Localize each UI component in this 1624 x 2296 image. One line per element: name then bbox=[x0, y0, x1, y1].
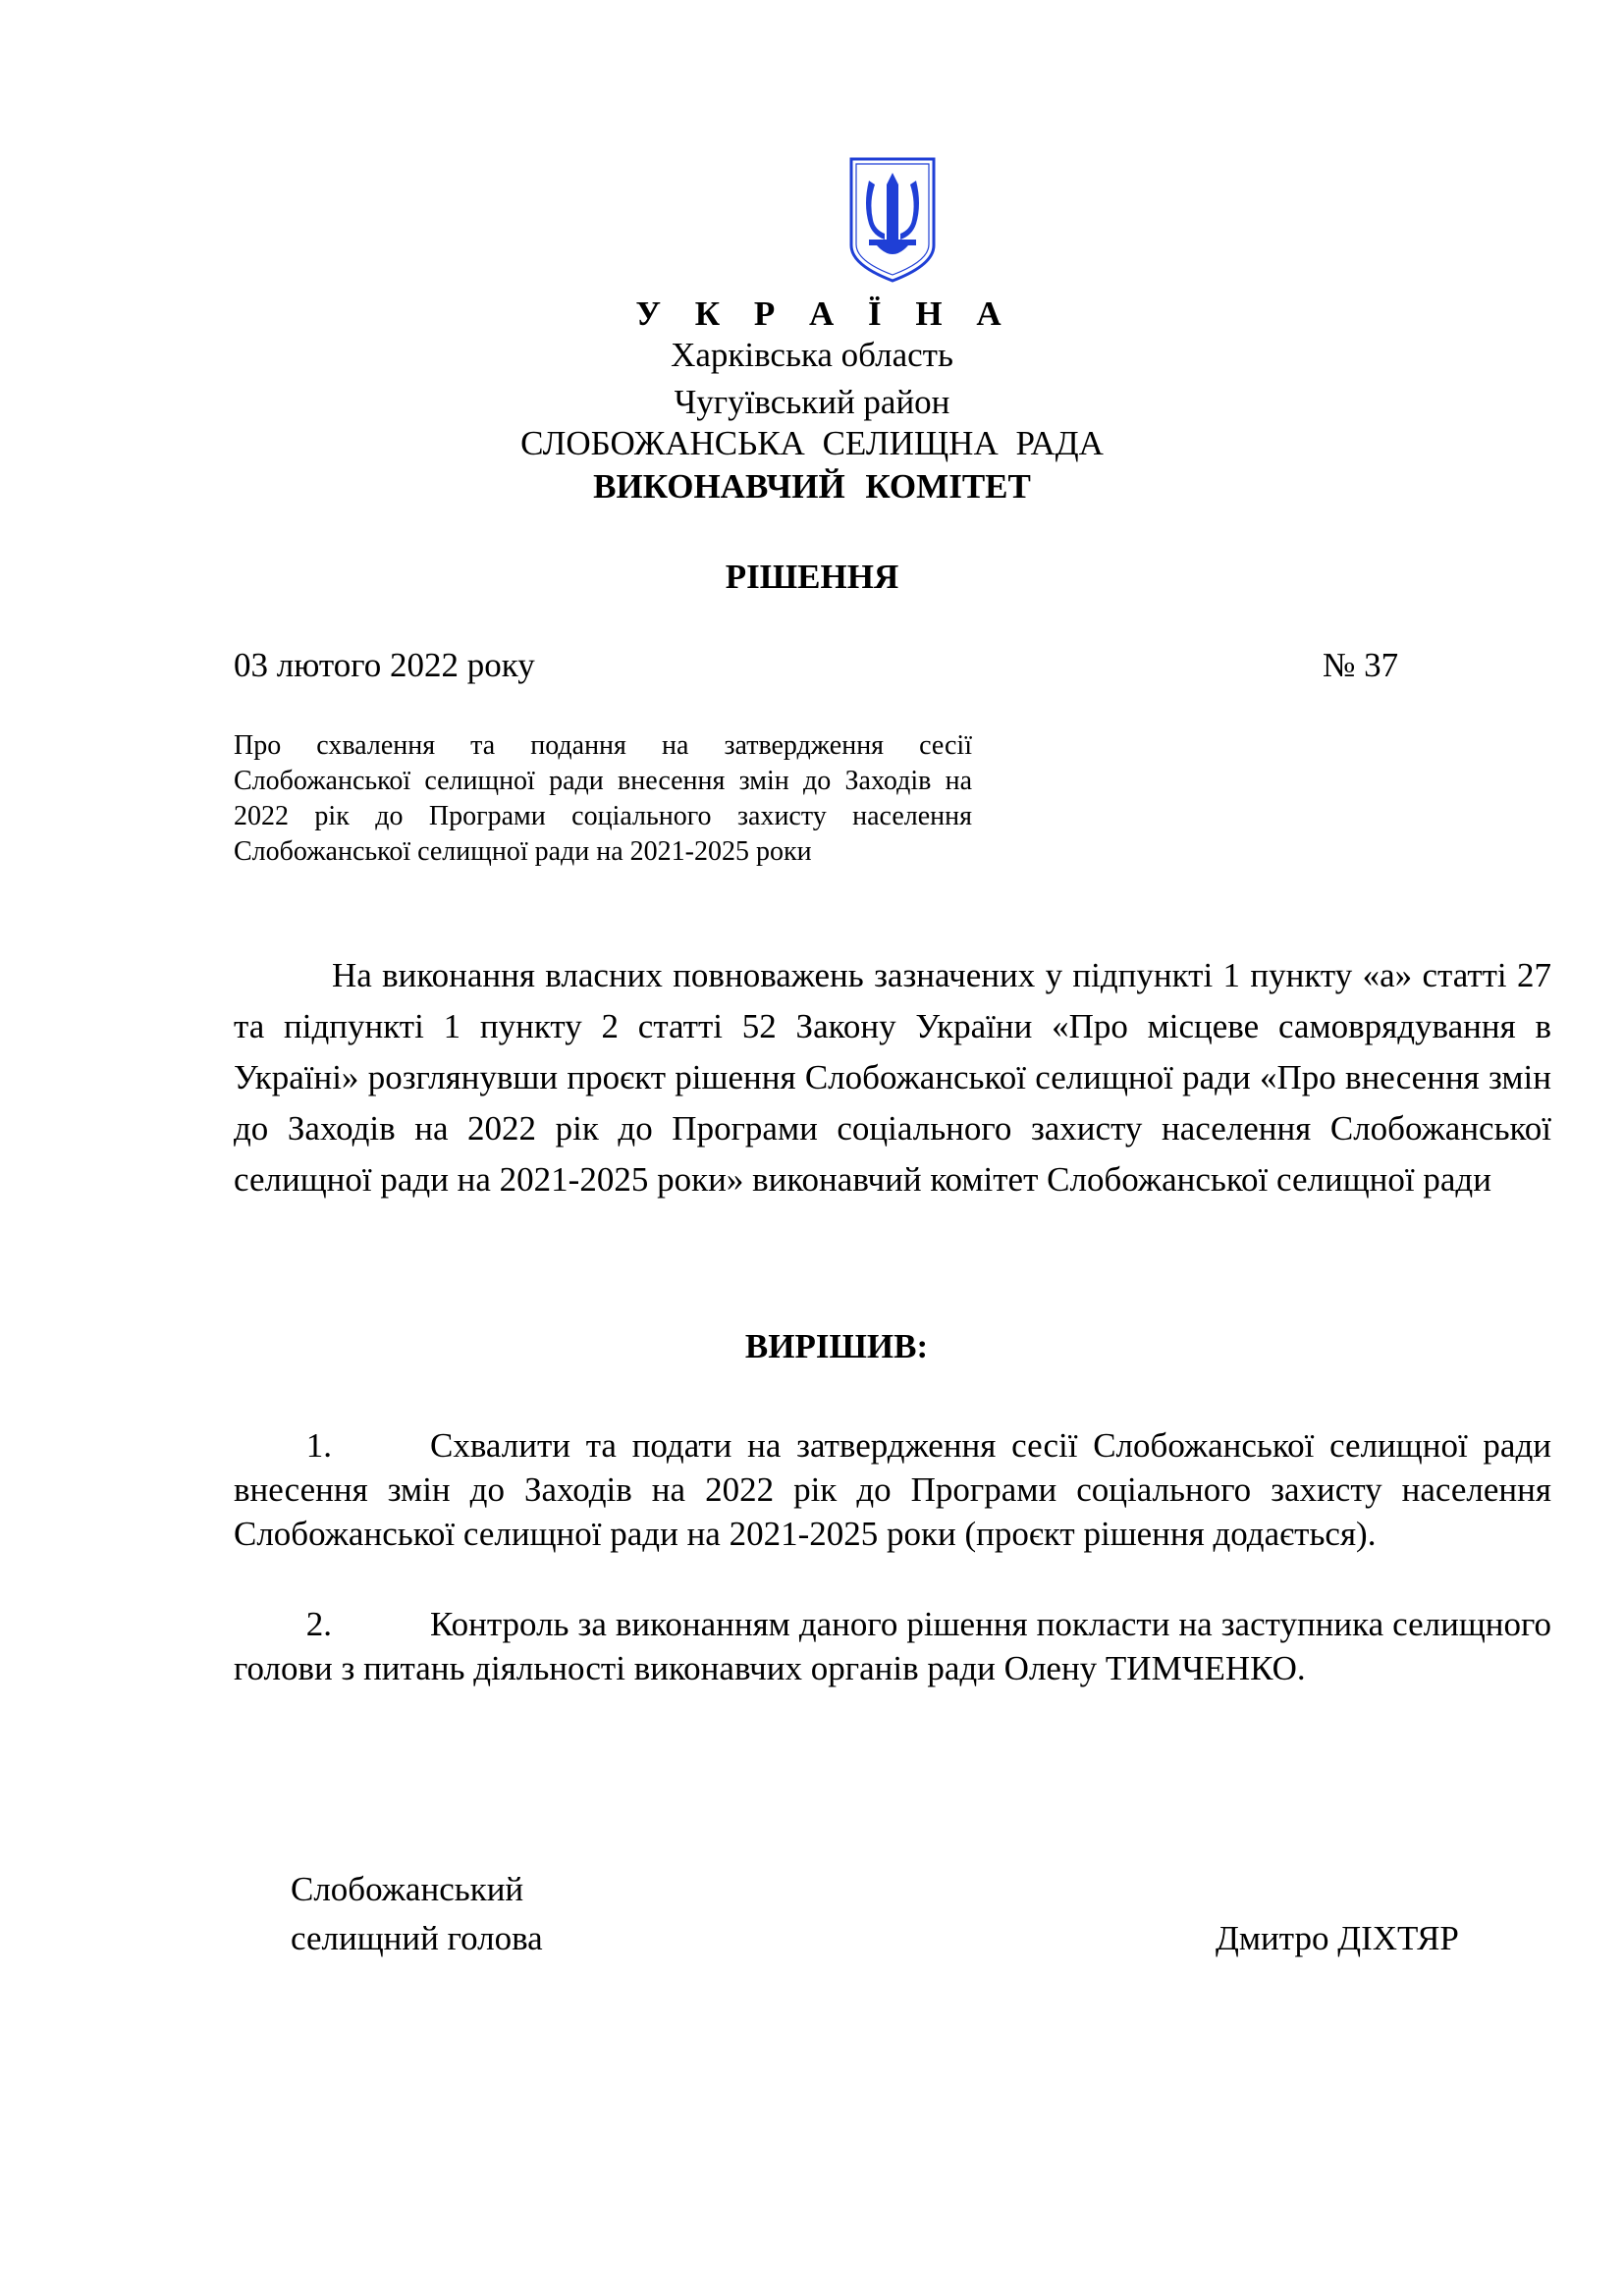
signer-title-line: селищний голова bbox=[291, 1919, 543, 1957]
country-name: У К Р А Ї Н А bbox=[635, 294, 1014, 333]
item-number: 2. bbox=[305, 1605, 332, 1643]
preamble-paragraph: На виконання власних повноважень зазначених у підпункті 1 пункту «а» статті 27 та підпункті 1 пункту 2 статті 52 Закону України «Про місцеве самоврядування в Україні» розглянувши проєкт рішення Слобожанської селищної ради «Про внесення змін до Заходів на 2022 рік до Програми соціального захисту населення Слобожанської селищної ради на 2021-2025 роки» виконавчий комітет Слобожанської селищної ради bbox=[234, 956, 1551, 1199]
resolution-item bbox=[234, 1423, 1551, 1556]
resolution-item bbox=[234, 1602, 1551, 1690]
document-type-heading: РІШЕННЯ bbox=[725, 558, 899, 596]
decision-date: 03 лютого 2022 року bbox=[234, 646, 535, 684]
coat-of-arms-icon bbox=[847, 155, 938, 285]
council-name: СЛОБОЖАНСЬКА СЕЛИЩНА РАДА bbox=[520, 424, 1104, 462]
signer-title-line: Слобожанський bbox=[291, 1870, 524, 1908]
region-name: Харківська область bbox=[671, 336, 953, 374]
item-text: Контроль за виконанням даного рішення покласти на заступника селищного голови з питань діяльності виконавчих органів ради Олену ТИМЧЕНКО. bbox=[234, 1605, 1551, 1687]
decision-number: № 37 bbox=[1323, 646, 1399, 684]
signer-title bbox=[291, 1865, 543, 1963]
committee-name: ВИКОНАВЧИЙ КОМІТЕТ bbox=[593, 467, 1031, 506]
decision-subject: Про схвалення та подання на затвердження сесії Слобожанської селищної ради внесення змін до Заходів на 2022 рік до Програми соціального захисту населення Слобожанської селищної ради на 2021-2025 роки bbox=[234, 730, 972, 867]
item-text: Схвалити та подати на затвердження сесії Слобожанської селищної ради внесення змін до Заходів на 2022 рік до Програми соціального захисту населення Слобожанської селищної ради на 2021-2025 роки (проєкт рішення додається). bbox=[234, 1426, 1551, 1553]
district-name: Чугуївський район bbox=[674, 383, 950, 421]
item-number: 1. bbox=[305, 1426, 332, 1465]
resolved-heading: ВИРІШИВ: bbox=[744, 1327, 929, 1365]
signer-name: Дмитро ДІХТЯР bbox=[1216, 1919, 1459, 1957]
